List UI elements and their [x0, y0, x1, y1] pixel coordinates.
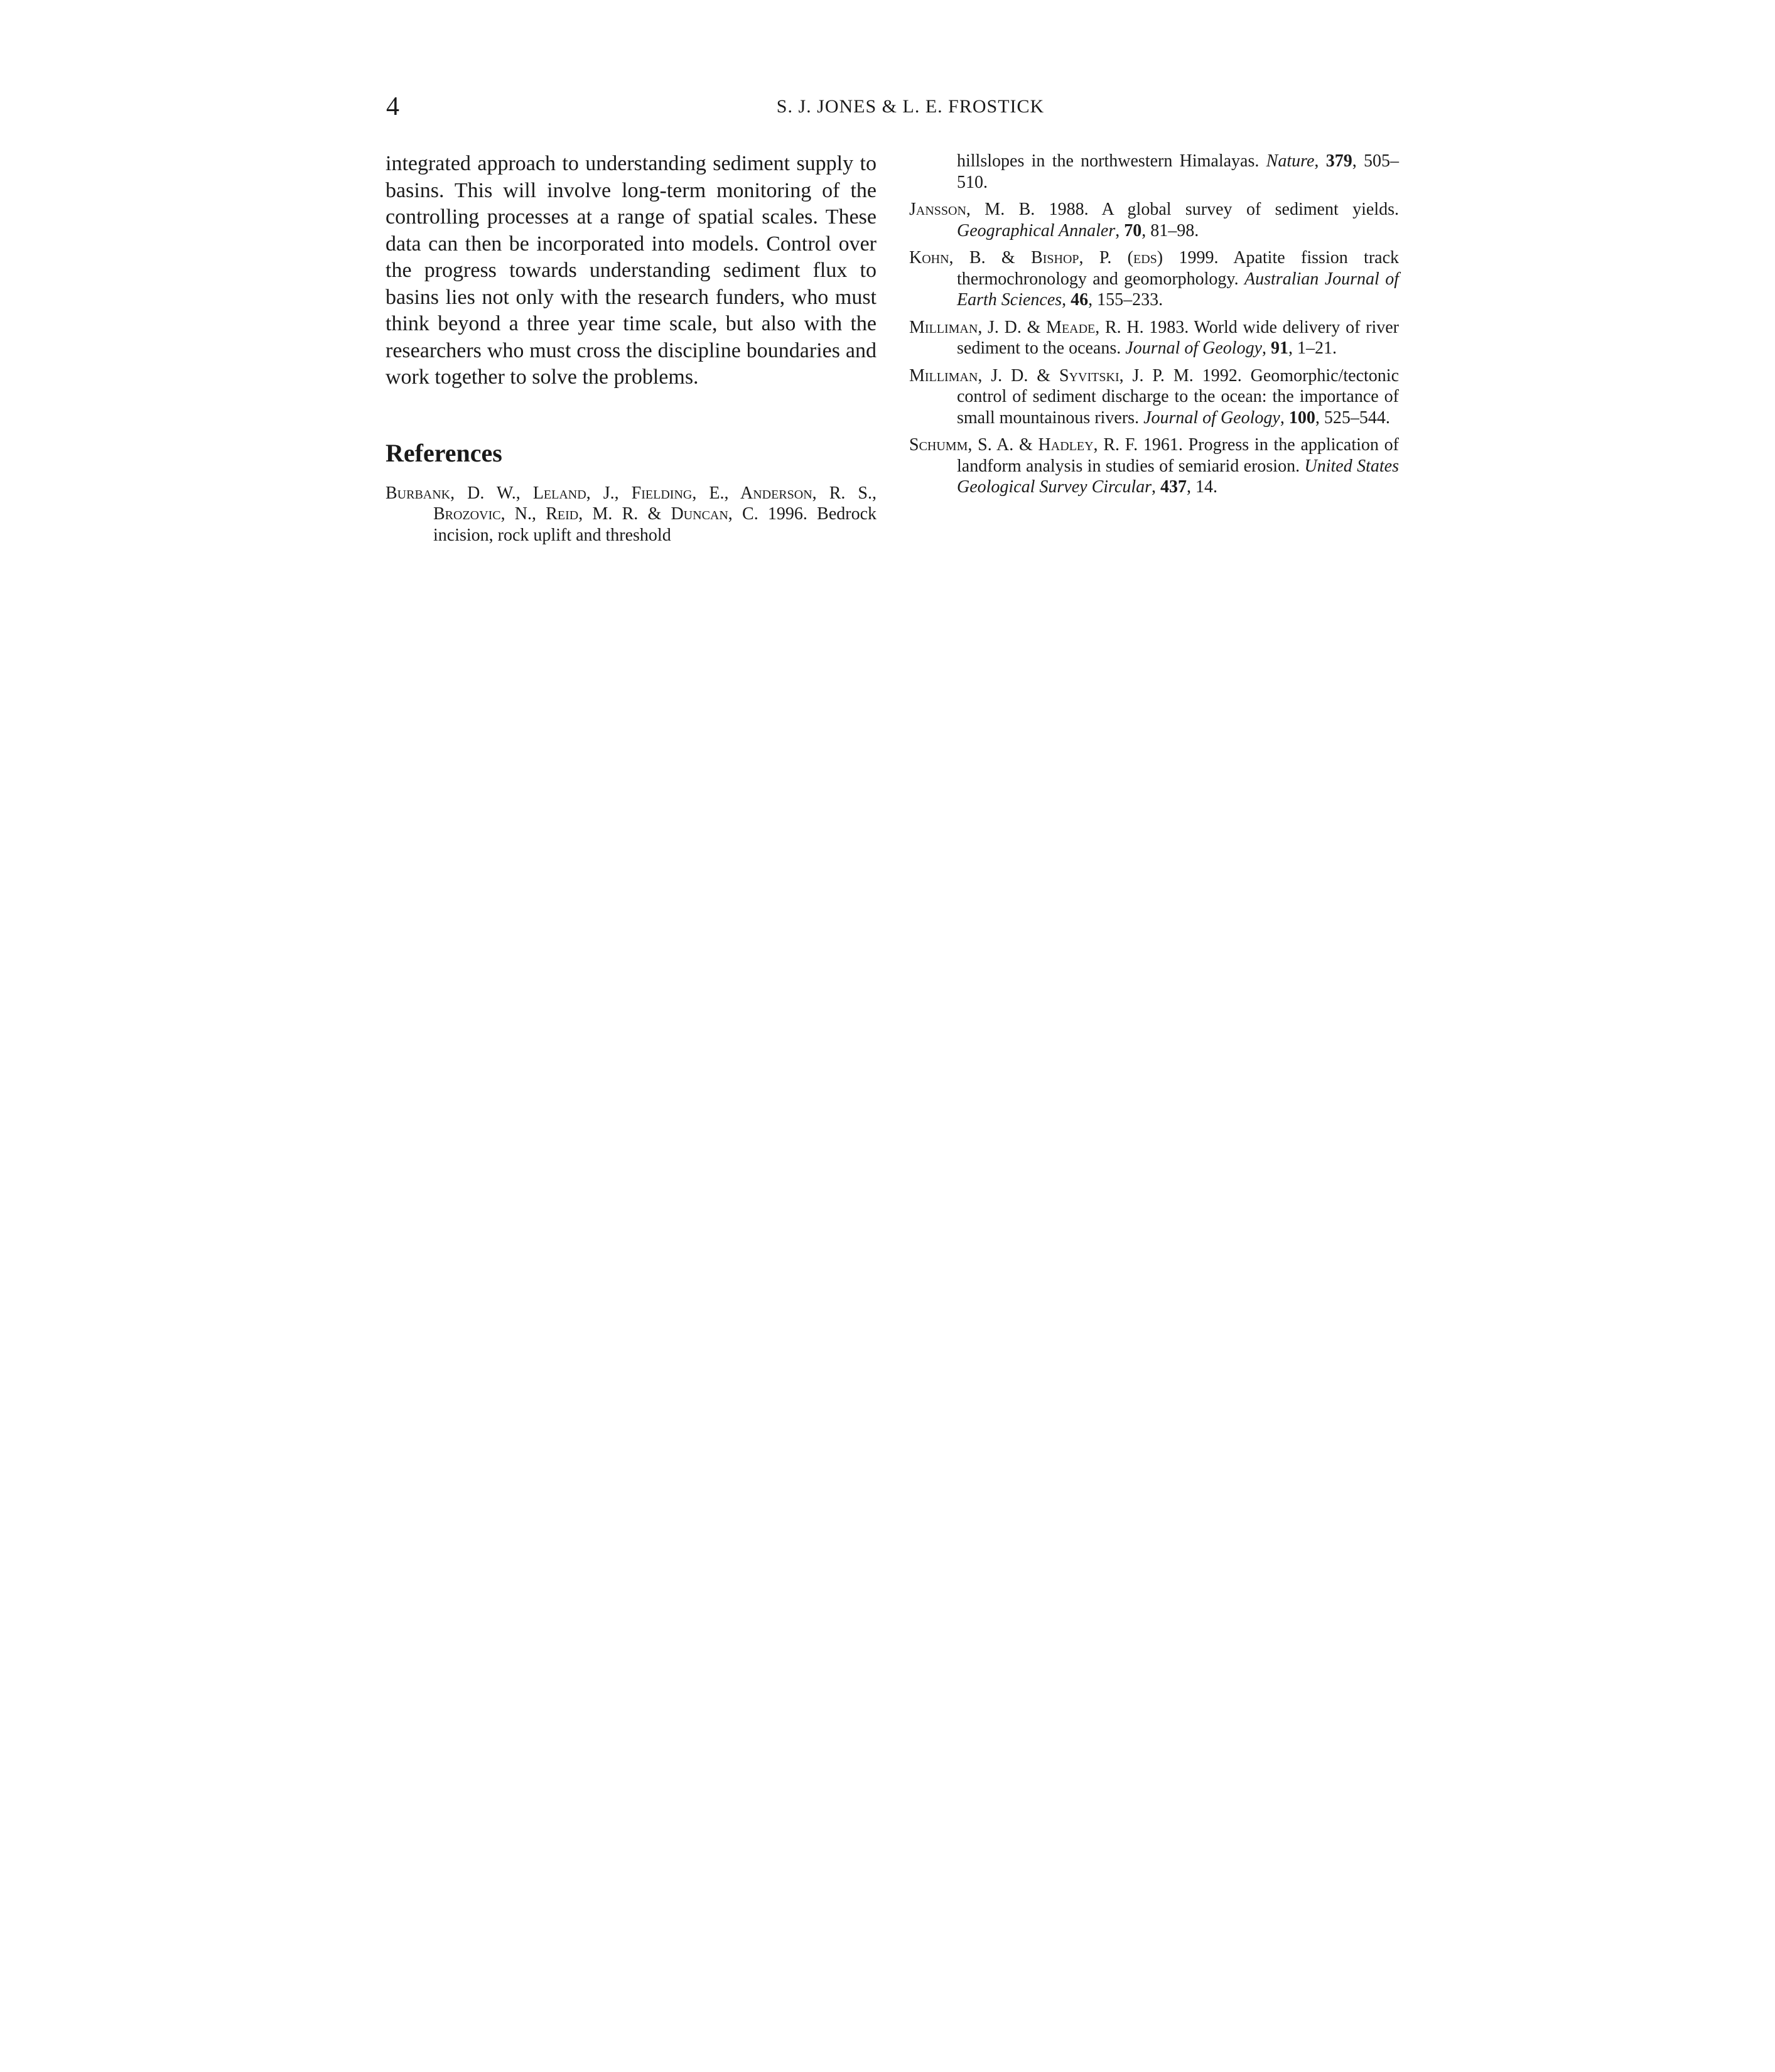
reference-authors: Milliman, J. D. & Meade, R. H. [909, 317, 1144, 337]
reference-journal: Journal of Geology [1125, 338, 1263, 358]
reference-authors: Kohn, B. & Bishop, P. (eds) [909, 248, 1163, 267]
reference-pages: , 505–510. [957, 151, 1400, 192]
reference-burbank-continued: hillslopes in the northwestern Himalayas. Nature, 379, 505–510. [957, 151, 1400, 192]
reference-volume: 91 [1271, 338, 1289, 358]
reference-pages: , 525–544. [1315, 407, 1390, 428]
reference-authors: Milliman, J. D. & Syvitski, J. P. M. [909, 365, 1194, 386]
reference-text: 1961. Progress in the application of landform analysis in studies of semiarid erosion. [957, 435, 1399, 476]
reference-volume: 379 [1325, 151, 1352, 171]
body-paragraph: integrated approach to understanding sediment supply to basins. This will involve long-term monitoring of the controlling processes at a range of spatial scales. These data can then be incorporated into models. Control over the progress towards understanding sediment flux to basins lies not only with the research funders, who must think beyond a three year time scale, but also with the researchers who must cross the discipline boundaries and work together to solve the problems. [386, 152, 877, 389]
running-head: S. J. JONES & L. E. FROSTICK [776, 96, 1045, 117]
reference-journal: Australian Journal of Earth Sciences [957, 269, 1399, 310]
reference-authors: Burbank, D. W., Leland, J., Fielding, E., Anderson, R. S., Brozovic, N., Reid, M. R. & Duncan, C. [386, 483, 877, 524]
reference-kohn: Kohn, B. & Bishop, P. (eds) 1999. Apatite fission track thermochronology and geomorphology. Australian Journal of Earth Sciences, 46, 155–233. [909, 248, 1399, 310]
reference-authors: Schumm, S. A. & Hadley, R. F. [909, 435, 1138, 455]
reference-schumm: Schumm, S. A. & Hadley, R. F. 1961. Progress in the application of landform analysis in studies of semiarid erosion. United States Geological Survey Circular, 437, 14. [909, 435, 1399, 497]
reference-text: 1983. World wide delivery of river sediment to the oceans. [957, 317, 1399, 358]
reference-volume: 70 [1124, 220, 1142, 240]
reference-volume: 437 [1160, 477, 1187, 497]
reference-jansson: Jansson, M. B. 1988. A global survey of sediment yields. Geographical Annaler, 70, 81–98. [909, 200, 1400, 240]
reference-milliman-1992: Milliman, J. D. & Syvitski, J. P. M. 1992. Geomorphic/tectonic control of sediment discharge to the ocean: the importance of small mountainous rivers. Journal of Geology, 100, 525–544. [909, 365, 1400, 428]
reference-journal: Journal of Geology [1143, 407, 1280, 428]
reference-text: 1996. Bedrock incision, rock uplift and threshold [433, 504, 877, 545]
left-column [386, 151, 877, 552]
reference-pages: , 1–21. [1288, 338, 1337, 358]
reference-pages: , 81–98. [1141, 220, 1199, 240]
reference-pages: , 14. [1187, 477, 1218, 497]
reference-authors: Jansson, M. B. [909, 200, 1035, 219]
reference-journal: United States Geological Survey Circular [957, 456, 1399, 497]
reference-volume: 46 [1071, 290, 1089, 310]
reference-pages: , 155–233. [1088, 290, 1163, 310]
right-column [909, 151, 1399, 504]
reference-milliman-1983: Milliman, J. D. & Meade, R. H. 1983. World wide delivery of river sediment to the oceans. Journal of Geology, 91, 1–21. [909, 317, 1399, 358]
reference-text: 1999. Apatite fission track thermochronology and geomorphology. [957, 248, 1399, 289]
reference-burbank [386, 483, 877, 546]
reference-journal: Geographical Annaler [957, 220, 1116, 240]
reference-volume: 100 [1288, 407, 1315, 428]
reference-text: 1992. Geomorphic/tectonic control of sediment discharge to the ocean: the importance of small mountainous rivers. [957, 365, 1400, 428]
references-heading: References [386, 438, 502, 467]
reference-text: hillslopes in the northwestern Himalayas. [957, 151, 1266, 171]
reference-journal: Nature [1266, 151, 1315, 171]
reference-text: 1988. A global survey of sediment yields. [1035, 200, 1400, 219]
page-number: 4 [386, 92, 399, 121]
